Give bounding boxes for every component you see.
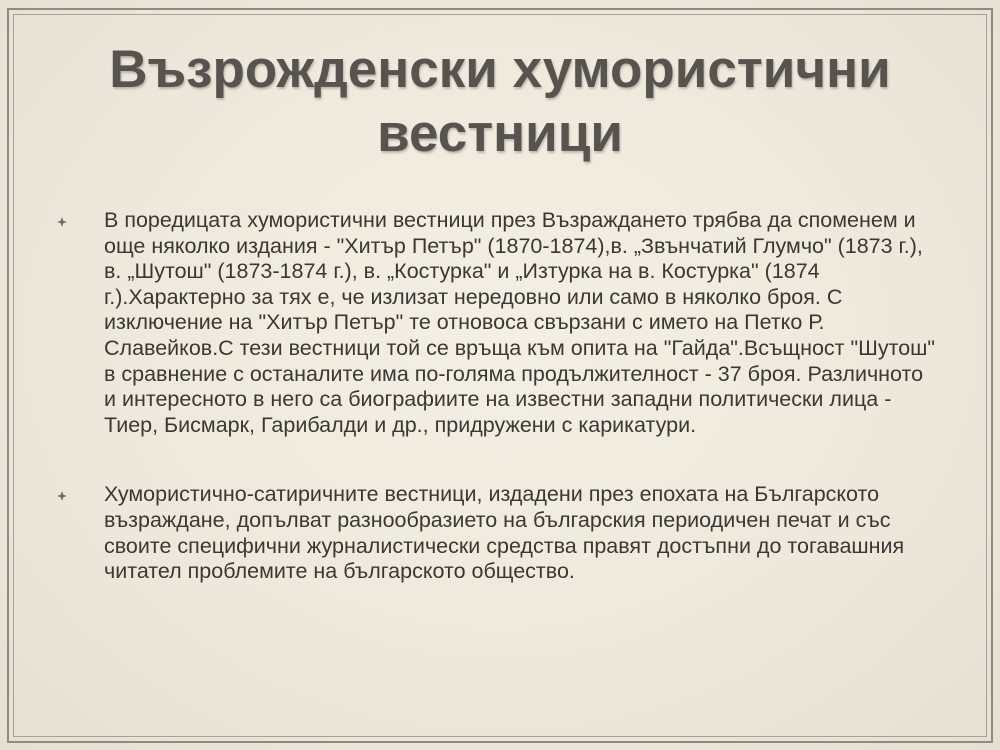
bullet-text-2: Хумористично-сатиричните вестници, издадени през епохата на Българското възраждане, допълват разнообразието на българския периодичен печат и със своите специфични журналистически средства правят достъпни до тогавашния читател проблемите на българското общество.: [104, 482, 905, 584]
slide-title: Възрожденски хумористични вестници: [109, 40, 891, 163]
diamond-sparkle-icon: [56, 490, 68, 502]
diamond-sparkle-icon: [56, 216, 68, 228]
bullet-list: [56, 208, 936, 585]
bullet-item-1: [56, 208, 936, 438]
bullet-item-2: [56, 482, 936, 584]
bullet-text-1: В поредицата хумористични вестници през Възраждането трябва да споменем и още няколко издания - "Хитър Петър" (1870-1874),в. „Звънчатий Глумчо" (1873 г.), в. „Шутош" (1873-1874 г.), в. „Костурка" и „Изтурка на в. Костурка" (1874 г.).Характерно за тях е, че излизат нередовно или само в няколко броя. С изключение на "Хитър Петър" те отновоса свързани с името на Петко Р. Славейков.С тези вестници той се връща към опита на "Гайда".Всъщност "Шутош" в сравнение с останалите има по-голяма продължителност - 37 броя. Различното и интересното в него са биографиите на известни западни политически лица - Тиер, Бисмарк, Гарибалди и др., придружени с карикатури.: [104, 208, 936, 437]
